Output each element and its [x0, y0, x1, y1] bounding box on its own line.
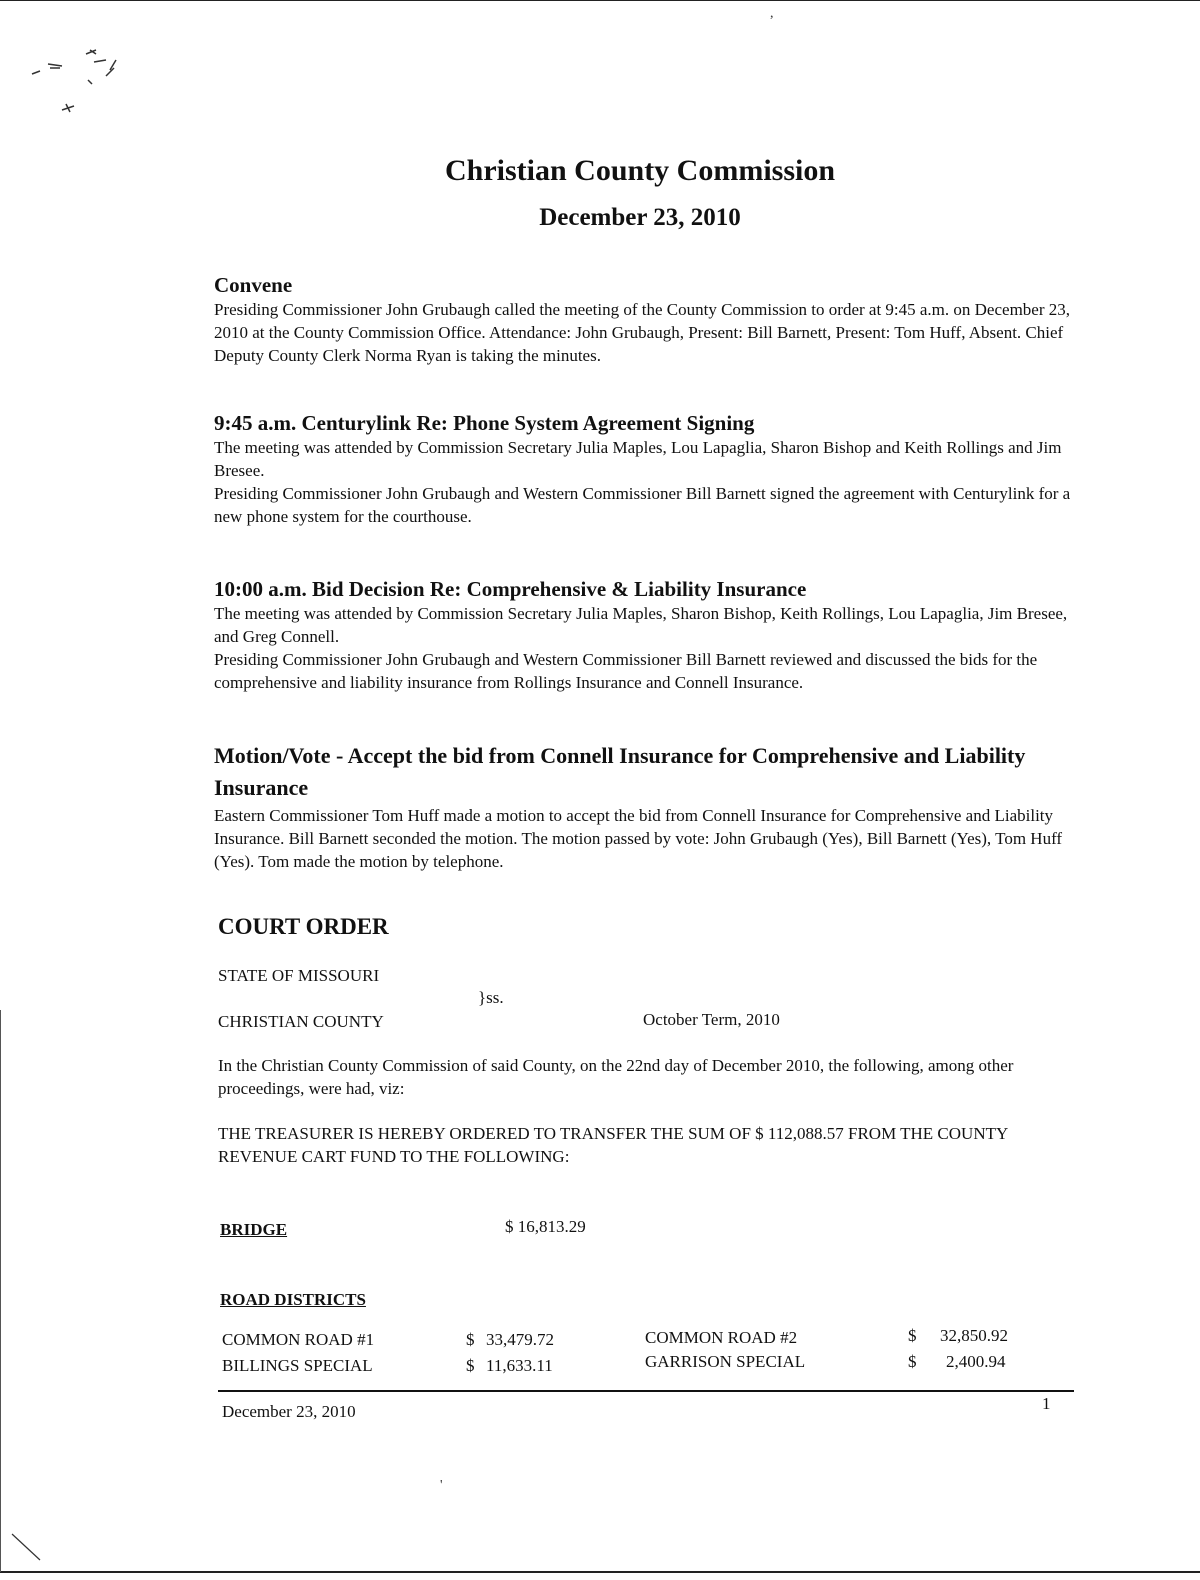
page-top-edge [0, 0, 1200, 1]
county-label: CHRISTIAN COUNTY [218, 1012, 384, 1031]
road-district-amount: 33,479.72 [486, 1330, 554, 1349]
order-text: THE TREASURER IS HEREBY ORDERED TO TRANSFER THE SUM OF $ 112,088.57 FROM THE COUNTY REVENUE CART FUND TO THE FOLLOWING: [218, 1124, 1008, 1166]
road-district-currency: $ [908, 1326, 917, 1345]
section-heading: Convene [214, 273, 293, 297]
road-district-amount: 11,633.11 [486, 1356, 553, 1375]
scan-tick-mark: , [770, 6, 774, 21]
section-bid-decision [214, 576, 1074, 694]
section-paragraph: Presiding Commissioner John Grubaugh called the meeting of the County Commission to order at 9:45 a.m. on December 23, 2010 at the County Commission Office. Attendance: John Grubaugh, Present: Bill Barnett, Present: Tom Huff, Absent. Chief Deputy County Clerk Norma Ryan is taking the minutes. [214, 300, 1071, 365]
section-paragraph: Presiding Commissioner John Grubaugh and Western Commissioner Bill Barnett reviewed and discussed the bids for the comprehensive and liability insurance from Rollings Insurance and Connell Insurance. [214, 650, 1038, 692]
court-order-intro [218, 1054, 1068, 1100]
section-paragraph: Eastern Commissioner Tom Huff made a motion to accept the bid from Connell Insurance for Comprehensive and Liability Insurance. Bill Barnett seconded the motion. The motion passed by vote: John Grubaugh (Yes), Bill Barnett (Yes), Tom Huff (Yes). Tom made the motion by telephone. [214, 806, 1063, 871]
section-paragraph: Presiding Commissioner John Grubaugh and Western Commissioner Bill Barnett signed the agreement with Centurylink for a new phone system for the courthouse. [214, 484, 1071, 526]
scan-artifact-marks [28, 40, 148, 120]
court-order-heading: COURT ORDER [218, 914, 389, 939]
footer-date: December 23, 2010 [222, 1402, 356, 1421]
page-bottom-edge [0, 1571, 1200, 1573]
road-district-amount: 2,400.94 [946, 1352, 1006, 1371]
road-district-currency: $ [466, 1330, 475, 1349]
section-heading: Motion/Vote - Accept the bid from Connell Insurance for Comprehensive and Liability Insurance [214, 743, 1026, 800]
section-paragraph: The meeting was attended by Commission Secretary Julia Maples, Lou Lapaglia, Sharon Bishop and Keith Rollings and Jim Bresee. [214, 438, 1062, 480]
bridge-amount: $ 16,813.29 [505, 1217, 586, 1236]
ss-label: }ss. [478, 988, 504, 1007]
section-heading: 10:00 a.m. Bid Decision Re: Comprehensive & Liability Insurance [214, 577, 807, 601]
road-district-name: GARRISON SPECIAL [645, 1352, 806, 1371]
intro-text: In the Christian County Commission of said County, on the 22nd day of December 2010, the following, among other proceedings, were had, viz: [218, 1056, 1014, 1098]
court-order-text [218, 1122, 1068, 1168]
section-heading: 9:45 a.m. Centurylink Re: Phone System Agreement Signing [214, 411, 755, 435]
term-label: October Term, 2010 [643, 1010, 780, 1029]
road-district-currency: $ [466, 1356, 475, 1375]
section-paragraph: The meeting was attended by Commission Secretary Julia Maples, Sharon Bishop, Keith Rollings, Lou Lapaglia, Jim Bresee, and Greg Connell. [214, 604, 1068, 646]
road-district-name: BILLINGS SPECIAL [222, 1356, 373, 1375]
section-convene [214, 272, 1074, 367]
bridge-label: BRIDGE [220, 1220, 288, 1239]
road-district-name: COMMON ROAD #1 [222, 1330, 375, 1349]
road-district-amount: 32,850.92 [940, 1326, 1008, 1345]
road-districts-label: ROAD DISTRICTS [220, 1290, 366, 1309]
footer-divider [218, 1390, 1074, 1392]
road-district-name: COMMON ROAD #2 [645, 1328, 798, 1347]
document-date: December 23, 2010 [539, 204, 741, 231]
scan-tick-mark-bottom: ' [440, 1478, 443, 1493]
road-district-currency: $ [908, 1352, 917, 1371]
footer-page-number: 1 [1042, 1394, 1051, 1413]
scan-artifact-corner [10, 1530, 50, 1570]
section-centurylink [214, 410, 1074, 528]
section-motion-vote [214, 740, 1074, 873]
page-left-edge [0, 1010, 1, 1572]
state-label: STATE OF MISSOURI [218, 966, 380, 985]
document-title: Christian County Commission [444, 154, 836, 187]
